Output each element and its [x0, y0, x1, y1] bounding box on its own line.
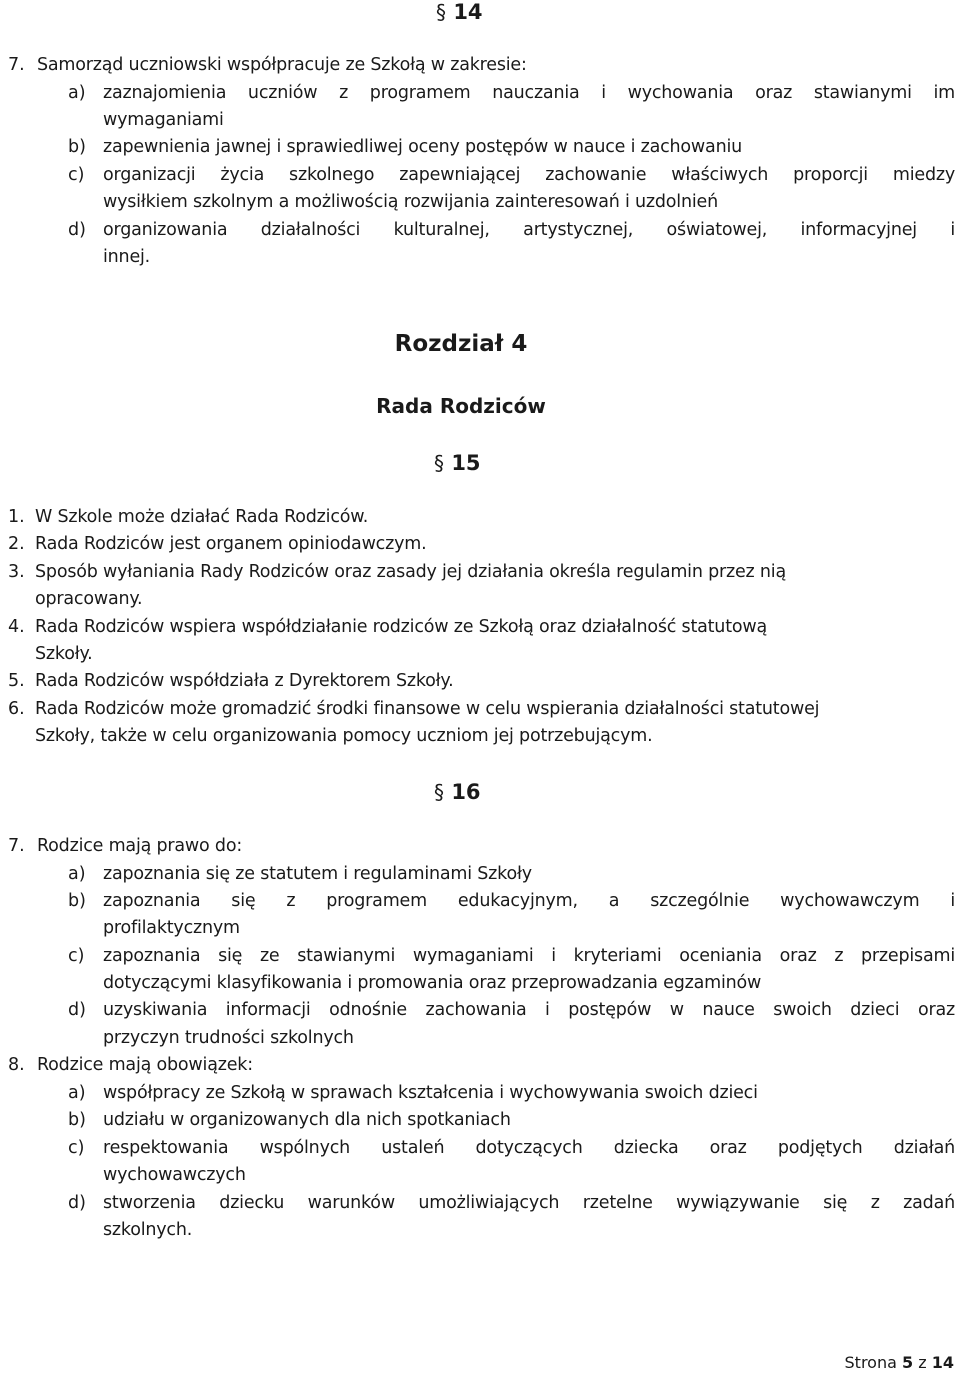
list-item-text: Sposób wyłaniania Rady Rodziców oraz zasady jej działania określa regulamin przez nią: [35, 562, 786, 582]
list-item-text: Szkoły, także w celu organizowania pomocy uczniom jej potrzebującym.: [35, 726, 653, 746]
item-text: zapoznania się ze stawianymi wymaganiami i kryteriami oceniania oraz z przepisami: [103, 946, 955, 966]
list-item-text: Rada Rodziców jest organem opiniodawczym.: [35, 534, 427, 554]
list-item-text: Rada Rodziców współdziała z Dyrektorem Szkoły.: [35, 671, 454, 691]
item-text: wymaganiami: [103, 110, 224, 130]
item-label: c): [68, 165, 85, 185]
item-text: respektowania wspólnych ustaleń dotyczących dziecka oraz podjętych działań: [103, 1138, 955, 1158]
item-text: organizowania działalności kulturalnej, artystycznej, oświatowej, informacyjnej i: [103, 220, 955, 240]
item-text: zapewnienia jawnej i sprawiedliwej oceny postępów w nauce i zachowaniu: [103, 137, 743, 157]
chapter-subtitle: Rada Rodziców: [376, 394, 546, 418]
item-label: d): [68, 1193, 86, 1213]
chapter-title: Rozdział 4: [394, 331, 528, 357]
item-text: przyczyn trudności szkolnych: [103, 1028, 354, 1048]
section-heading-15: [434, 451, 481, 475]
footer-page-number: 5: [902, 1353, 914, 1372]
item-text: profilaktycznym: [103, 918, 240, 938]
item-text: zaznajomienia uczniów z programem nauczania i wychowania oraz stawianymi im: [103, 83, 955, 103]
page-footer: [845, 1353, 954, 1372]
footer-prefix: Strona: [844, 1353, 897, 1372]
list-number: 1.: [8, 507, 25, 527]
list-number: 3.: [8, 562, 25, 582]
item-text: zapoznania się z programem edukacyjnym, a szczególnie wychowawczym i: [103, 891, 955, 911]
item-label: d): [68, 1000, 86, 1020]
section-heading-16: [434, 780, 481, 804]
item-text: zapoznania się ze statutem i regulaminami Szkoły: [103, 864, 532, 884]
section-number: 14: [453, 0, 483, 24]
item-label: b): [68, 137, 86, 157]
item-text: szkolnych.: [103, 1220, 193, 1240]
section-number: 16: [451, 780, 481, 804]
list-number: 7.: [8, 836, 25, 856]
item-label: a): [68, 1083, 86, 1103]
item-text: uzyskiwania informacji odnośnie zachowania i postępów w nauce swoich dzieci oraz: [103, 1000, 955, 1020]
item-text: współpracy ze Szkołą w sprawach kształcenia i wychowywania swoich dzieci: [103, 1083, 758, 1103]
list-number: 5.: [8, 671, 25, 691]
item-text: dotyczącymi klasyfikowania i promowania oraz przeprowadzania egzaminów: [103, 973, 762, 993]
list-number: 6.: [8, 699, 25, 719]
list-item-text: Rada Rodziców może gromadzić środki finansowe w celu wspierania działalności statutowej: [35, 699, 820, 719]
list-number: 2.: [8, 534, 25, 554]
section-number: 15: [451, 451, 481, 475]
item-label: c): [68, 946, 85, 966]
list-item-text: W Szkole może działać Rada Rodziców.: [35, 507, 369, 527]
list-number: 8.: [8, 1055, 25, 1075]
list-item-text: opracowany.: [35, 589, 143, 609]
list-number: 4.: [8, 617, 25, 637]
paragraph-text: Samorząd uczniowski współpracuje ze Szkołą w zakresie:: [37, 55, 527, 75]
footer-separator: z: [918, 1353, 927, 1372]
footer-page-total: 14: [931, 1353, 954, 1372]
item-text: stworzenia dziecku warunków umożliwiających rzetelne wywiązywanie się z zadań: [103, 1193, 955, 1213]
section-symbol: §: [436, 0, 446, 24]
item-text: udziału w organizowanych dla nich spotkaniach: [103, 1110, 511, 1130]
section-heading-14: [436, 0, 483, 24]
item-label: d): [68, 220, 86, 240]
item-text: wysiłkiem szkolnym a możliwością rozwijania zainteresowań i uzdolnień: [103, 192, 718, 212]
item-label: c): [68, 1138, 85, 1158]
section-symbol: §: [434, 451, 444, 475]
item-text: organizacji życia szkolnego zapewniającej zachowanie właściwych proporcji miedzy: [103, 165, 955, 185]
item-label: a): [68, 864, 86, 884]
list-item-text: Rada Rodziców wspiera współdziałanie rodziców ze Szkołą oraz działalność statutową: [35, 617, 767, 637]
paragraph-text: Rodzice mają prawo do:: [37, 836, 243, 856]
paragraph-text: Rodzice mają obowiązek:: [37, 1055, 253, 1075]
item-label: a): [68, 83, 86, 103]
item-text: innej.: [103, 247, 151, 267]
section-symbol: §: [434, 780, 444, 804]
list-number: 7.: [8, 55, 25, 75]
item-label: b): [68, 891, 86, 911]
item-label: b): [68, 1110, 86, 1130]
list-item-text: Szkoły.: [35, 644, 93, 664]
item-text: wychowawczych: [103, 1165, 246, 1185]
